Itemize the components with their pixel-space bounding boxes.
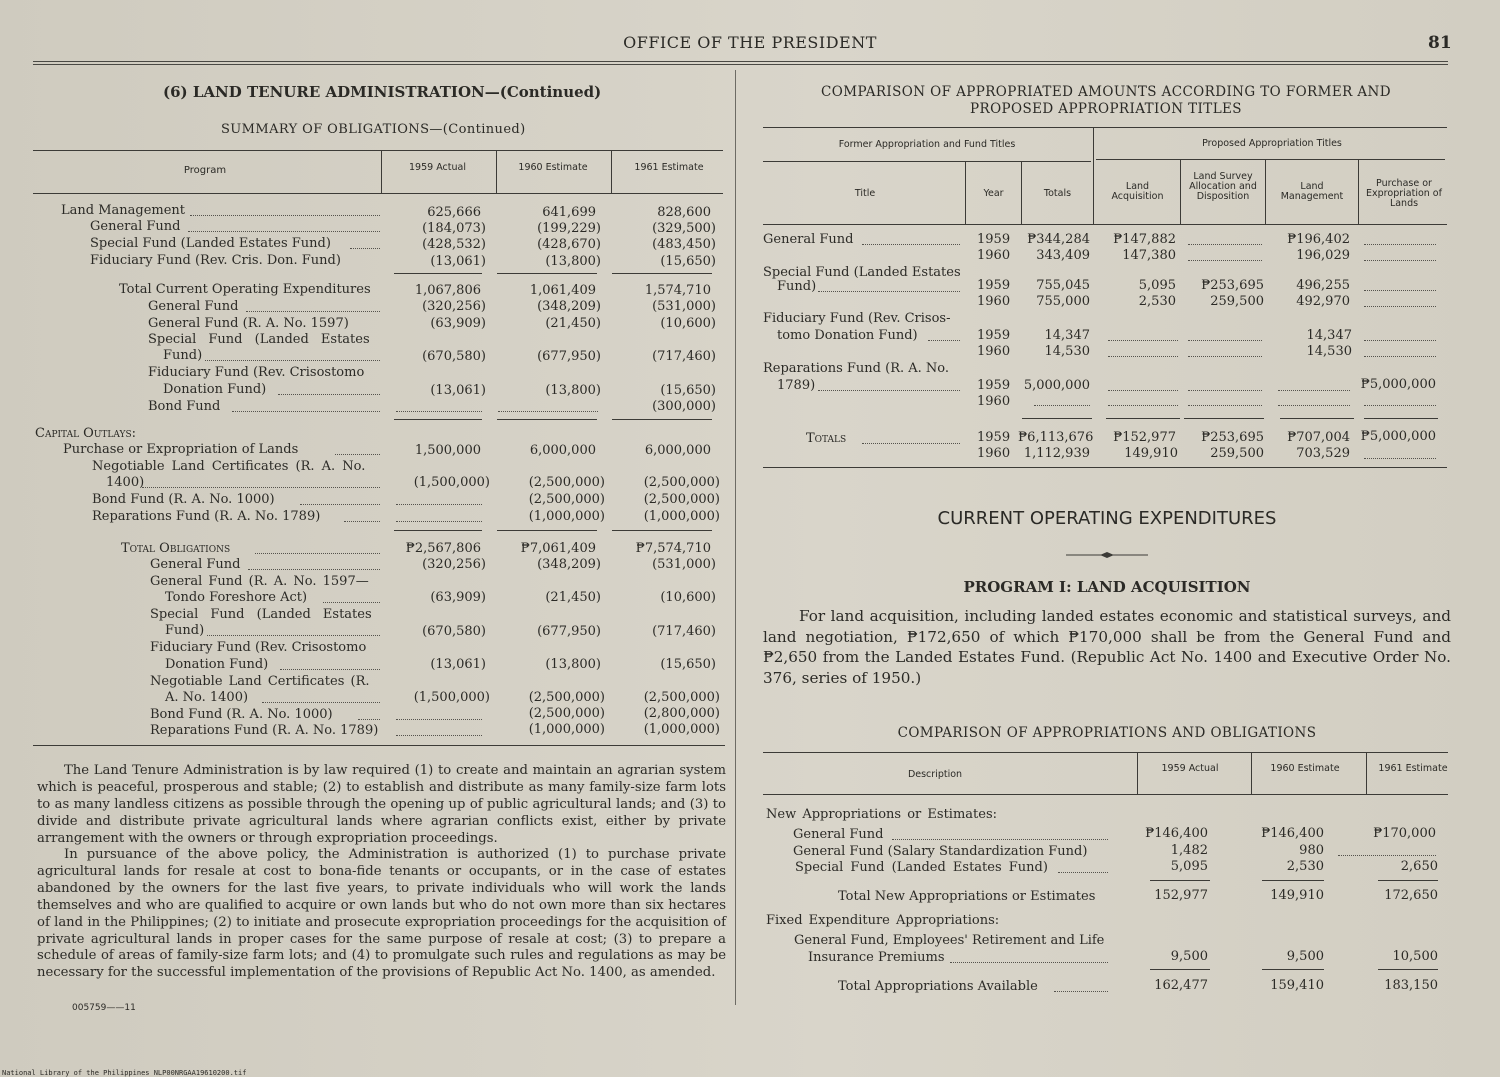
section-title: (6) LAND TENURE ADMINISTRATION—(Continued): [163, 83, 602, 101]
row-label: Purchase or Expropriation of Lands: [63, 442, 299, 457]
table-header-rule: [33, 193, 723, 194]
subtotal-rule: [394, 530, 482, 531]
header-former-titles: Former Appropriation and Fund Titles: [838, 139, 1016, 150]
row-label: 1400): [106, 475, 145, 490]
program-paragraph: For land acquisition, including landed estates economic and statistical surveys, and land negotiation, ₱172,650 of which ₱170,000 shall be from the General Fund and ₱2,650 from the Landed Estates Fund. (Republic Act No. 1400 and Executive Order No. 376, series of 1950.): [763, 607, 1451, 687]
cell: ₱253,695: [1201, 278, 1264, 293]
cell: (13,800): [545, 254, 601, 269]
row-label: Reparations Fund (R. A. No. 1789): [150, 723, 379, 738]
cell: (428,532): [422, 237, 486, 252]
cell: (10,600): [660, 316, 716, 331]
cell: 1960: [977, 446, 1011, 461]
row-label: Special Fund (Landed Estates Fund): [795, 860, 1048, 875]
cell: 183,150: [1384, 978, 1438, 993]
cell: 755,045: [1036, 278, 1090, 293]
cell: (63,909): [430, 316, 486, 331]
row-label: New Appropriations or Estimates:: [766, 807, 997, 822]
program-heading: PROGRAM I: LAND ACQUISITION: [963, 578, 1251, 596]
cell: 1959: [977, 328, 1011, 343]
header-divider: [496, 150, 497, 193]
cell: 496,255: [1296, 278, 1350, 293]
leader-dots: [344, 521, 380, 522]
row-label: Negotiable Land Certificates (R. A. No.: [92, 459, 366, 474]
cell: (2,500,000): [528, 475, 605, 490]
row-label: Insurance Premiums: [808, 950, 945, 965]
cell: 641,699: [542, 205, 596, 220]
row-label: A. No. 1400): [165, 690, 249, 705]
header-1961: 1961 Estimate: [634, 162, 704, 173]
header-land-management: Land Management: [1280, 181, 1344, 202]
cell: 1959: [977, 430, 1011, 445]
leader-dots: [1364, 405, 1436, 406]
row-label: Fiduciary Fund (Rev. Cris. Don. Fund): [90, 253, 341, 268]
cell: (320,256): [422, 557, 486, 572]
cell: (670,580): [422, 624, 486, 639]
cell: (21,450): [545, 316, 601, 331]
cell: ₱253,695: [1201, 430, 1264, 445]
leader-dots: [1188, 244, 1262, 245]
cell: (1,500,000): [413, 475, 490, 490]
cell: 147,380: [1122, 248, 1176, 263]
leader-dots: [396, 504, 482, 505]
page-number: 81: [1428, 33, 1452, 53]
comparison2-title: COMPARISON OF APPROPRIATIONS AND OBLIGATIONS: [897, 725, 1317, 741]
cell: ₱170,000: [1373, 826, 1436, 841]
cell: (15,650): [660, 383, 716, 398]
paragraph-authority: In pursuance of the above policy, the Administration is authorized (1) to purchase private agricultural lands for resale at cost to bona-fide tenants or occupants, or in the case of estates abandoned by the owners for the last five years, to private individuals who will work the lands themselves and who are qualified to acquire or own lands but who do not own more than six hectares of land in the Philippines; (2) to initiate and prosecute expropriation proceedings for the acquisition of private agricultural lands in proper cases for the same purpose of resale at cost; (3) to prepare a schedule of areas of family-size farm lots; and (4) to promulgate such rules and regulations as may be necessary for the successful implementation of the provisions of Republic Act No. 1400, as amended.: [37, 847, 726, 981]
header-rule-2: [33, 64, 1448, 65]
row-label: Tondo Foreshore Act): [165, 590, 308, 605]
cell: 149,910: [1270, 888, 1324, 903]
leader-dots: [1034, 405, 1090, 406]
header-divider: [1137, 752, 1138, 794]
row-label: General Fund: [150, 557, 241, 572]
row-label: Fiduciary Fund (Rev. Crisos-: [763, 311, 951, 326]
leader-dots: [1188, 260, 1262, 261]
cell: (15,650): [660, 657, 716, 672]
row-label: tomo Donation Fund): [777, 328, 918, 343]
header-title: Title: [854, 188, 876, 199]
cell: 492,970: [1296, 294, 1350, 309]
header-description: Description: [907, 769, 963, 780]
leader-dots: [862, 244, 960, 245]
leader-dots: [818, 291, 960, 292]
leader-dots: [818, 390, 960, 391]
header-divider: [611, 150, 612, 193]
table-header-rule: [763, 794, 1448, 795]
leader-dots: [1058, 872, 1108, 873]
table-top-rule: [763, 752, 1448, 753]
cell: (1,000,000): [643, 722, 720, 737]
cell: 259,500: [1210, 294, 1264, 309]
cell: (21,450): [545, 590, 601, 605]
row-label: Total New Appropriations or Estimates: [838, 889, 1096, 904]
table-top-rule: [33, 150, 723, 151]
cell: (428,670): [537, 237, 601, 252]
cell: (2,500,000): [643, 475, 720, 490]
group-rule: [1096, 159, 1445, 160]
cell: ₱5,000,000: [1360, 429, 1436, 444]
cell: 14,347: [1044, 328, 1090, 343]
cell: ₱146,400: [1145, 826, 1208, 841]
leader-dots: [498, 411, 598, 412]
header-divider: [381, 150, 382, 193]
leader-dots: [300, 504, 380, 505]
row-label: Bond Fund (R. A. No. 1000): [150, 707, 333, 722]
cell: 9,500: [1170, 949, 1208, 964]
cell: ₱707,004: [1287, 430, 1350, 445]
comparison-title-line2: PROPOSED APPROPRIATION TITLES: [970, 101, 1242, 117]
subtotal-rule: [497, 530, 597, 531]
cell: 5,095: [1138, 278, 1176, 293]
leader-dots: [232, 411, 380, 412]
subtotal-rule: [1150, 969, 1210, 970]
header-1961: 1961 Estimate: [1378, 763, 1448, 774]
subtotal-rule: [1280, 418, 1354, 419]
row-label: Total Appropriations Available: [838, 979, 1038, 994]
header-land-survey: Land Survey Allocation and Disposition: [1189, 171, 1257, 202]
leader-dots: [188, 231, 380, 232]
cell: (184,073): [422, 221, 486, 236]
leader-dots: [1364, 260, 1436, 261]
cell: 259,500: [1210, 446, 1264, 461]
table-top-rule: [763, 127, 1447, 128]
cell: (13,800): [545, 657, 601, 672]
printer-mark: 005759——11: [72, 1003, 136, 1013]
leader-dots: [396, 521, 482, 522]
cell: (483,450): [652, 237, 716, 252]
row-label: General Fund (R. A. No. 1597—: [150, 574, 369, 589]
cell: (2,500,000): [528, 690, 605, 705]
subtotal-rule: [394, 273, 482, 274]
row-label: Special Fund (Landed Estates: [150, 607, 372, 622]
row-label: Bond Fund: [148, 399, 221, 414]
cell: (320,256): [422, 299, 486, 314]
leader-dots: [350, 248, 380, 249]
cell: (1,000,000): [528, 722, 605, 737]
cell: 196,029: [1296, 248, 1350, 263]
leader-dots: [255, 553, 380, 554]
subtotal-rule: [612, 530, 712, 531]
row-label: General Fund, Employees' Retirement and Life: [794, 933, 1105, 948]
row-label: General Fund: [793, 827, 884, 842]
subtotal-rule: [1378, 880, 1438, 881]
header-1959: 1959 Actual: [409, 162, 466, 173]
cell: (63,909): [430, 590, 486, 605]
cell: (13,061): [430, 254, 486, 269]
cell: (2,500,000): [643, 690, 720, 705]
row-label: Reparations Fund (R. A. No.: [763, 361, 950, 376]
row-label: Fund): [165, 623, 205, 638]
leader-dots: [1188, 405, 1262, 406]
row-label: Reparations Fund (R. A. No. 1789): [92, 509, 321, 524]
summary-table-title: SUMMARY OF OBLIGATIONS—(Continued): [221, 122, 526, 137]
row-label: General Fund: [763, 232, 854, 247]
row-label: Fund): [777, 279, 817, 294]
cell: (348,209): [537, 557, 601, 572]
leader-dots: [1188, 390, 1262, 391]
cell: (329,500): [652, 221, 716, 236]
cell: (2,500,000): [528, 706, 605, 721]
cell: 9,500: [1286, 949, 1324, 964]
header-rule: [33, 61, 1448, 62]
totals-label: Totals: [806, 431, 847, 446]
cell: ₱196,402: [1287, 232, 1350, 247]
cell: 1,067,806: [414, 283, 481, 298]
cell: (531,000): [652, 557, 716, 572]
cell: (677,950): [537, 349, 601, 364]
cell: (13,800): [545, 383, 601, 398]
leader-dots: [358, 719, 380, 720]
cell: (2,500,000): [528, 492, 605, 507]
row-label: Fiduciary Fund (Rev. Crisostomo: [148, 365, 365, 380]
cell: 1960: [977, 394, 1011, 409]
cell: 1960: [977, 248, 1011, 263]
leader-dots: [335, 454, 380, 455]
cell: ₱7,574,710: [635, 541, 711, 556]
row-label: Fiduciary Fund (Rev. Crisostomo: [150, 640, 367, 655]
header-1959: 1959 Actual: [1161, 763, 1219, 774]
leader-dots: [205, 360, 380, 361]
leader-dots: [862, 443, 960, 444]
header-1960: 1960 Estimate: [1270, 763, 1340, 774]
cell: 1959: [977, 232, 1011, 247]
leader-dots: [248, 569, 380, 570]
cell: 1959: [977, 378, 1011, 393]
cell: (1,500,000): [413, 690, 490, 705]
cell: 980: [1299, 843, 1324, 858]
leader-dots: [280, 669, 380, 670]
table-bottom-rule: [33, 745, 725, 746]
header-divider: [1358, 160, 1359, 224]
capital-outlays-heading: Capital Outlays:: [35, 426, 137, 441]
cell: 625,666: [427, 205, 481, 220]
cell: (2,500,000): [643, 492, 720, 507]
leader-dots: [396, 735, 482, 736]
row-label: Special Fund (Landed Estates Fund): [90, 236, 331, 251]
header-1960: 1960 Estimate: [518, 162, 588, 173]
cell: 343,409: [1036, 248, 1090, 263]
subtotal-rule: [1262, 969, 1324, 970]
leader-dots: [1364, 458, 1436, 459]
leader-dots: [1338, 855, 1436, 856]
cell: 5,095: [1170, 859, 1208, 874]
header-totals: Totals: [1043, 188, 1072, 199]
cell: 152,977: [1154, 888, 1208, 903]
scan-footer: National Library of the Philippines NLP00NRGAA19610200.tif: [2, 1069, 247, 1077]
leader-dots: [396, 411, 482, 412]
leader-dots: [323, 602, 380, 603]
header-divider: [1265, 160, 1266, 224]
cell: 1959: [977, 278, 1011, 293]
row-label: Donation Fund): [165, 657, 269, 672]
leader-dots: [1108, 356, 1178, 357]
row-label: Land Management: [61, 203, 186, 218]
cell: 1960: [977, 344, 1011, 359]
header-program: Program: [183, 165, 227, 176]
cell: 2,530: [1286, 859, 1324, 874]
subtotal-rule: [394, 419, 482, 420]
subtotal-rule: [612, 273, 712, 274]
current-operating-heading: CURRENT OPERATING EXPENDITURES: [937, 508, 1277, 529]
leader-dots: [1364, 244, 1436, 245]
cell: ₱2,567,806: [405, 541, 481, 556]
header-year: Year: [983, 188, 1004, 199]
subtotal-rule: [1184, 418, 1264, 419]
table-header-rule: [763, 224, 1447, 225]
cell: (348,209): [537, 299, 601, 314]
cell: 1,482: [1170, 843, 1208, 858]
cell: 5,000,000: [1023, 378, 1090, 393]
cell: 2,650: [1400, 859, 1438, 874]
leader-dots: [1364, 356, 1436, 357]
leader-dots: [278, 394, 380, 395]
subtotal-rule: [497, 273, 597, 274]
ornament-divider: [1066, 549, 1148, 561]
paragraph-mandate: The Land Tenure Administration is by law required (1) to create and maintain an agrarian system which is peaceful, prosperous and stable; (2) to establish and distribute as many family-size farm lots to as many landless citizens as possible through the opening up of public agricultural lands; and (3) to divide and distribute private agricultural lands where agrarian conflicts exist, either by private arrangement with the owners or through expropriation proceedings.: [37, 763, 726, 846]
cell: 755,000: [1036, 294, 1090, 309]
cell: 828,600: [657, 205, 711, 220]
header-proposed-titles: Proposed Appropriation Titles: [1202, 138, 1342, 149]
row-label: Fund): [163, 348, 203, 363]
cell: 6,000,000: [529, 443, 596, 458]
row-label: Special Fund (Landed Estates: [148, 332, 370, 347]
leader-dots: [1108, 405, 1178, 406]
cell: (199,229): [537, 221, 601, 236]
subtotal-rule: [1262, 880, 1324, 881]
header-divider: [1180, 160, 1181, 224]
leader-dots: [190, 215, 380, 216]
leader-dots: [1278, 405, 1350, 406]
leader-dots: [246, 311, 380, 312]
subtotal-rule: [1150, 880, 1210, 881]
row-label: General Fund: [90, 219, 181, 234]
leader-dots: [1188, 356, 1262, 357]
leader-dots: [1364, 340, 1436, 341]
cell: ₱147,882: [1113, 232, 1176, 247]
header-divider: [1251, 752, 1252, 794]
cell: (717,460): [652, 624, 716, 639]
row-label: Bond Fund (R. A. No. 1000): [92, 492, 275, 507]
cell: (300,000): [652, 399, 716, 414]
cell: 1,574,710: [644, 283, 711, 298]
cell: (2,800,000): [643, 706, 720, 721]
leader-dots: [1364, 290, 1436, 291]
cell: (15,650): [660, 254, 716, 269]
leader-dots: [950, 962, 1108, 963]
subtotal-rule: [497, 419, 597, 420]
cell: (717,460): [652, 349, 716, 364]
total-obligations-label: Total Obligations: [121, 541, 231, 556]
row-label: Total Current Operating Expenditures: [119, 282, 371, 297]
subtotal-rule: [1378, 969, 1438, 970]
row-label: Negotiable Land Certificates (R.: [150, 674, 370, 689]
cell: (13,061): [430, 383, 486, 398]
cell: 10,500: [1392, 949, 1438, 964]
leader-dots: [1108, 390, 1178, 391]
header-purchase: Purchase or Expropriation of Lands: [1366, 178, 1442, 209]
cell: ₱344,284: [1027, 232, 1090, 247]
cell: (1,000,000): [643, 509, 720, 524]
cell: 1,500,000: [414, 443, 481, 458]
leader-dots: [892, 839, 1108, 840]
row-label: General Fund (R. A. No. 1597): [148, 316, 349, 331]
cell: ₱152,977: [1113, 430, 1176, 445]
cell: (13,061): [430, 657, 486, 672]
cell: 14,530: [1044, 344, 1090, 359]
cell: ₱7,061,409: [520, 541, 596, 556]
leader-dots: [262, 702, 380, 703]
table-bottom-rule: [763, 467, 1447, 468]
cell: (677,950): [537, 624, 601, 639]
leader-dots: [928, 340, 960, 341]
subtotal-rule: [1106, 418, 1180, 419]
cell: 6,000,000: [644, 443, 711, 458]
row-label: Donation Fund): [163, 382, 267, 397]
header-divider: [1093, 128, 1094, 224]
cell: 1,112,939: [1023, 446, 1090, 461]
row-label: General Fund (Salary Standardization Fund): [793, 844, 1088, 859]
cell: 14,530: [1306, 344, 1352, 359]
leader-dots: [1278, 390, 1350, 391]
header-divider: [1366, 752, 1367, 794]
row-label: 1789): [777, 378, 816, 393]
cell: 159,410: [1270, 978, 1324, 993]
cell: 149,910: [1124, 446, 1178, 461]
subtotal-rule: [1022, 418, 1092, 419]
cell: (670,580): [422, 349, 486, 364]
row-label: Fixed Expenditure Appropriations:: [766, 913, 1000, 928]
cell: 703,529: [1296, 446, 1350, 461]
cell: 1960: [977, 294, 1011, 309]
column-divider: [735, 70, 736, 1005]
cell: (10,600): [660, 590, 716, 605]
header-land-acquisition: Land Acquisition: [1111, 181, 1164, 202]
cell: 1,061,409: [529, 283, 596, 298]
leader-dots: [1108, 340, 1178, 341]
leader-dots: [396, 719, 482, 720]
leader-dots: [1188, 340, 1262, 341]
cell: (1,000,000): [528, 509, 605, 524]
leader-dots: [142, 487, 380, 488]
group-rule: [763, 161, 1091, 162]
comparison-title-line1: COMPARISON OF APPROPRIATED AMOUNTS ACCORDING TO FORMER AND: [821, 84, 1391, 100]
row-label: General Fund: [148, 299, 239, 314]
leader-dots: [1054, 991, 1108, 992]
cell: ₱146,400: [1261, 826, 1324, 841]
row-label: Special Fund (Landed Estates: [763, 265, 961, 280]
subtotal-rule: [1364, 418, 1438, 419]
cell: 162,477: [1154, 978, 1208, 993]
leader-dots: [1364, 306, 1436, 307]
cell: 172,650: [1384, 888, 1438, 903]
cell: 2,530: [1138, 294, 1176, 309]
cell: ₱5,000,000: [1360, 377, 1436, 392]
subtotal-rule: [612, 419, 712, 420]
cell: ₱6,113,676: [1018, 430, 1094, 445]
cell: (531,000): [652, 299, 716, 314]
running-head: OFFICE OF THE PRESIDENT: [623, 33, 877, 52]
leader-dots: [207, 635, 380, 636]
cell: 14,347: [1306, 328, 1352, 343]
